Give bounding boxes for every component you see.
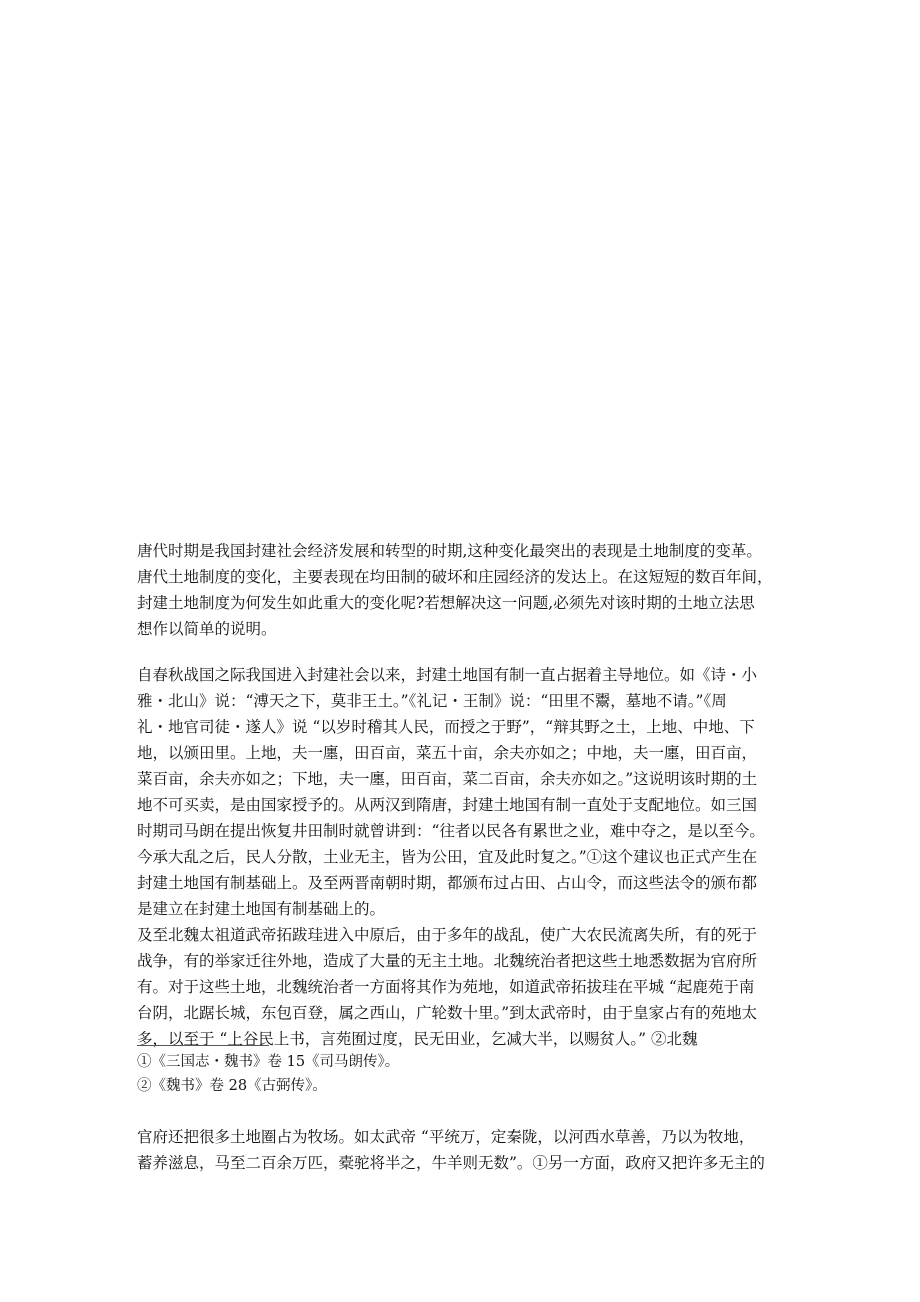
- text-line: 及至北魏太祖道武帝拓跋珪进入中原后，由于多年的战乱，使广大农民流离失所，有的死于: [137, 926, 758, 944]
- paragraph-pasture: [137, 1124, 787, 1176]
- paragraph-intro: [137, 538, 787, 642]
- text-line: 地，以颁田里。上地，夫一廛，田百亩，菜五十亩，余夫亦如之；中地，夫一廛，田百亩，: [137, 744, 758, 762]
- footnotes: [137, 1050, 787, 1098]
- footnote-1: ①《三国志・魏书》卷 15《司马朗传》。: [137, 1054, 400, 1070]
- paragraph-northern-wei: [137, 922, 787, 1052]
- footnote-divider: [137, 1045, 269, 1046]
- text-line: 台阴，北踞长城，东包百登，属之西山，广轮数十里。”到太武帝时，由于皇家占有的苑地太: [137, 1004, 758, 1022]
- paragraph-state-ownership: [137, 662, 787, 922]
- text-line: 唐代时期是我国封建社会经济发展和转型的时期,这种变化最突出的表现是土地制度的变革。: [137, 542, 762, 560]
- text-line: 官府还把很多土地圈占为牧场。如太武帝 “平统万，定秦陇，以河西水草善，乃以为牧地，: [137, 1128, 755, 1146]
- text-line: 菜百亩，余夫亦如之；下地，夫一廛，田百亩，菜二百亩，余夫亦如之。”这说明该时期的土: [137, 770, 758, 788]
- text-line: 战争，有的举家迁往外地，造成了大量的无主土地。北魏统治者把这些土地悉数据为官府所: [137, 952, 758, 970]
- text-line: 地不可买卖，是由国家授予的。从两汉到隋唐，封建土地国有制一直处于支配地位。如三国: [137, 796, 758, 814]
- text-line: 封建土地制度为何发生如此重大的变化呢?若想解决这一问题,必须先对该时期的土地立法思: [137, 594, 755, 612]
- text-line: 今承大乱之后，民人分散，土业无主，皆为公田，宜及此时复之。”①这个建议也正式产生在: [137, 848, 758, 866]
- text-line: 雅・北山》说：“溥天之下，莫非王土。”《礼记・王制》说：“田里不鬻，墓地不请。”《周: [137, 692, 727, 710]
- text-line: 时期司马朗在提出恢复井田制时就曾讲到：“往者以民各有累世之业，难中夺之，是以至今。: [137, 822, 765, 840]
- text-line: 蓄养滋息，马至二百余万匹，橐驼将半之，牛羊则无数”。①另一方面，政府又把许多无主的: [137, 1154, 765, 1172]
- text-line: 封建土地国有制基础上。及至两晋南朝时期，都颁布过占田、占山令，而这些法令的颁布都: [137, 874, 758, 892]
- text-line: 多，以至于 “上谷民上书，言苑囿过度，民无田业，乞减大半，以赐贫人。” ②北魏: [137, 1030, 698, 1048]
- text-line: 唐代土地制度的变化，主要表现在均田制的破坏和庄园经济的发达上。在这短短的数百年间，: [137, 568, 773, 586]
- text-line: 自春秋战国之际我国进入封建社会以来，封建土地国有制一直占据着主导地位。如《诗・小: [137, 666, 758, 684]
- footnote-2: ②《魏书》卷 28《古弼传》。: [137, 1078, 327, 1094]
- text-line: 是建立在封建土地国有制基础上的。: [137, 900, 386, 918]
- text-line: 礼・地官司徒・遂人》说 “以岁时稽其人民，而授之于野”，“辩其野之土，上地、中地、下: [137, 718, 755, 736]
- text-line: 想作以简单的说明。: [137, 620, 277, 638]
- text-line: 有。对于这些土地，北魏统治者一方面将其作为苑地，如道武帝拓拔珪在平城 “起鹿苑于南: [137, 978, 755, 996]
